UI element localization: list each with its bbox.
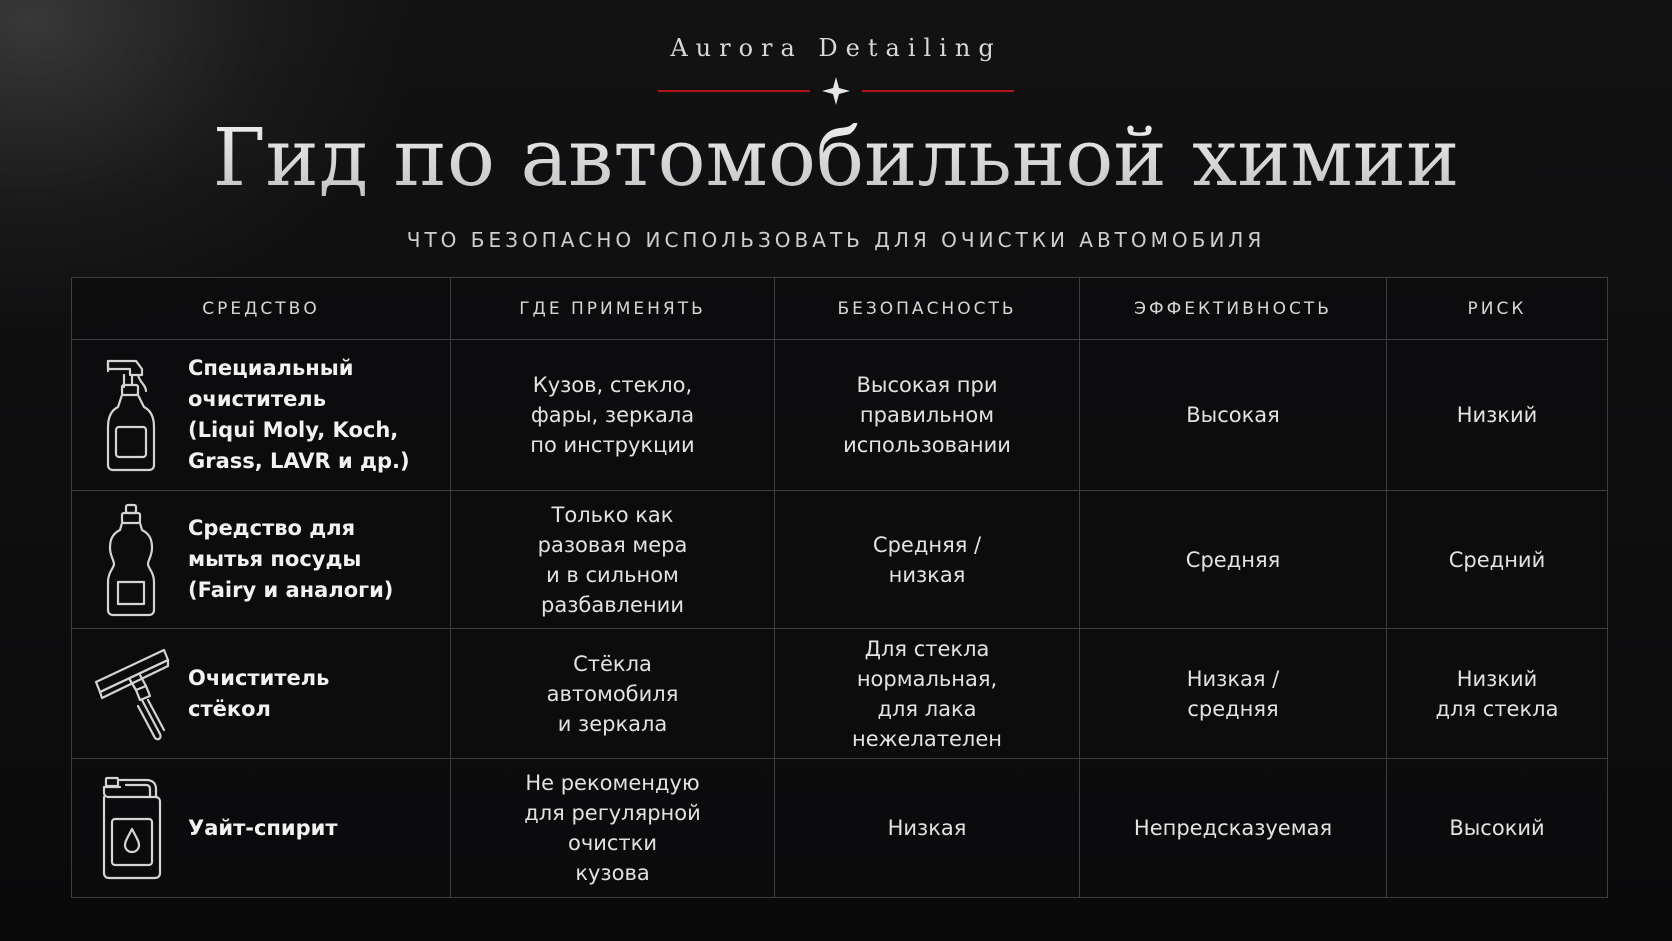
efficiency-cell: Низкая / средняя — [1080, 629, 1387, 759]
page-subtitle: ЧТО БЕЗОПАСНО ИСПОЛЬЗОВАТЬ ДЛЯ ОЧИСТКИ АВТОМОБИЛЯ — [406, 228, 1266, 252]
safety-cell: Для стекла нормальная, для лака нежелателен — [775, 629, 1080, 759]
table-header-row — [72, 278, 1608, 340]
risk-cell: Высокий — [1387, 759, 1608, 898]
column-header-risk: РИСК — [1387, 278, 1608, 340]
product-cell — [72, 491, 451, 629]
where-cell: Кузов, стекло, фары, зеркала по инструкции — [451, 340, 775, 491]
efficiency-cell: Средняя — [1080, 491, 1387, 629]
column-header-where: ГДЕ ПРИМЕНЯТЬ — [451, 278, 775, 340]
column-header-efficiency: ЭФФЕКТИВНОСТЬ — [1080, 278, 1387, 340]
safety-cell: Средняя / низкая — [775, 491, 1080, 629]
product-name: Специальный очиститель (Liqui Moly, Koch, Grass, LAVR и др.) — [188, 356, 410, 473]
divider-star-icon — [658, 76, 1014, 106]
product-name: Очиститель стёкол — [188, 665, 330, 721]
product-name: Средство для мытья посуды (Fairy и аналоги) — [188, 516, 394, 602]
product-cell — [72, 340, 451, 491]
table-row — [72, 340, 1608, 491]
squeegee-icon — [94, 634, 170, 754]
table-row — [72, 759, 1608, 898]
product-name: Уайт-спирит — [188, 815, 338, 840]
brand-name: Aurora Detailing — [670, 34, 1002, 62]
efficiency-cell: Непредсказуемая — [1080, 759, 1387, 898]
where-cell: Не рекомендую для регулярной очистки кузова — [451, 759, 775, 898]
product-cell — [72, 759, 451, 898]
canister-icon — [94, 768, 170, 888]
page-title: Гид по автомобильной химии — [0, 108, 1672, 208]
risk-cell: Низкий для стекла — [1387, 629, 1608, 759]
column-header-safety: БЕЗОПАСНОСТЬ — [775, 278, 1080, 340]
table-row — [72, 629, 1608, 759]
safety-cell: Низкая — [775, 759, 1080, 898]
where-cell: Стёкла автомобиля и зеркала — [451, 629, 775, 759]
risk-cell: Средний — [1387, 491, 1608, 629]
safety-cell: Высокая при правильном использовании — [775, 340, 1080, 491]
efficiency-cell: Высокая — [1080, 340, 1387, 491]
spray-bottle-icon — [94, 355, 170, 475]
chemicals-table — [71, 277, 1608, 898]
table-row — [72, 491, 1608, 629]
product-cell — [72, 629, 451, 759]
column-header-product: СРЕДСТВО — [72, 278, 451, 340]
where-cell: Только как разовая мера и в сильном разбавлении — [451, 491, 775, 629]
dish-soap-bottle-icon — [94, 500, 170, 620]
risk-cell: Низкий — [1387, 340, 1608, 491]
